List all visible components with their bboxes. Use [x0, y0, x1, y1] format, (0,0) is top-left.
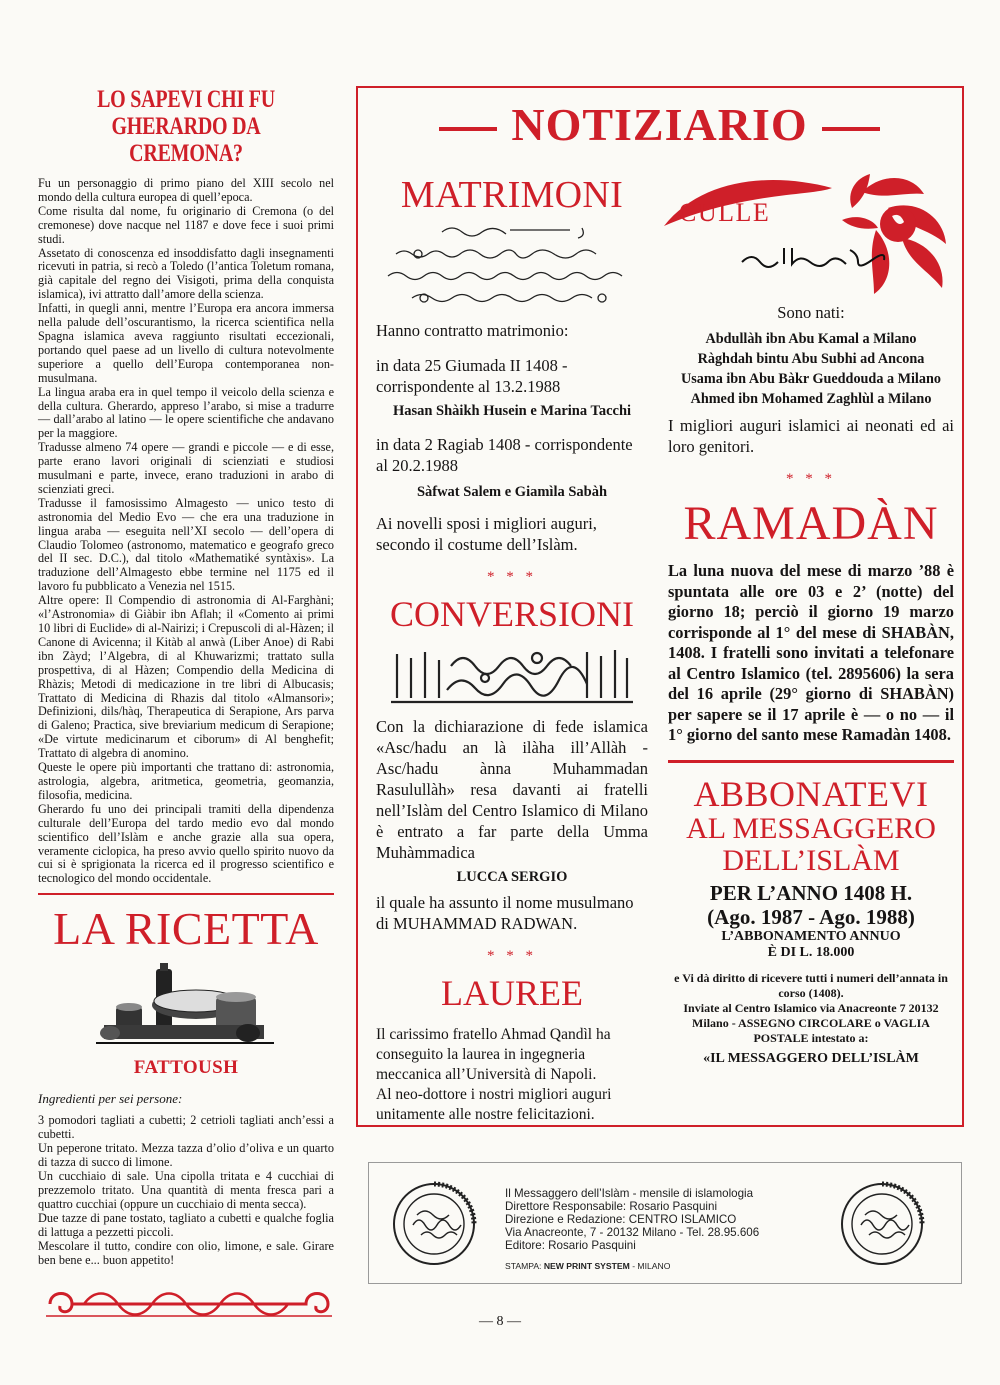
ramadan-title: RAMADÀN — [683, 497, 939, 550]
printer-label: STAMPA: — [505, 1261, 542, 1271]
notiziario-box — [356, 86, 964, 1127]
culle-header — [668, 176, 954, 304]
printer-credit — [505, 1261, 670, 1271]
masthead-line: Direttore Responsabile: Rosario Pasquini — [505, 1200, 718, 1213]
subscription-period: (Ago. 1987 - Ago. 1988) — [707, 904, 915, 929]
masthead-text — [505, 1187, 759, 1252]
centro-islamico-seal-icon — [391, 1181, 477, 1267]
flower-icon — [662, 168, 954, 296]
article-paragraph: Tradusse il famosissimo Almagesto — unico testo di astronomia del Medio Evo — che era una traduzione in lingua araba — eseguita nell’XI secolo — dell’opera di Claudio Tolomeo (astronomo, matematico e geografo greco del II sec. D.C.), dal titolo «Mathematiké syntàxis». La traduzione dell’Almagesto ebbe termine nel 1175 ed il lavoro fu pubblicato a Venezia nel 1515. — [38, 495, 334, 594]
subscription-benefit: e Vi dà diritto di ricevere tutti i numeri dell’annata in corso (1408). — [674, 970, 948, 1000]
recipe-paragraph: 3 pomodori tagliati a cubetti; 2 cetrioli tagliati anch’essi a cubetti. — [38, 1112, 334, 1141]
birth-entry: Usama ibn Abu Bàkr Gueddouda a Milano — [681, 371, 941, 387]
notiziario-left-column — [376, 176, 648, 1125]
printer-city: - MILANO — [632, 1261, 671, 1271]
matrimoni-date-2: in data 2 Ragiab 1408 - corrispondente al 20.2.1988 — [376, 435, 633, 475]
section-stars: * * * — [487, 569, 537, 585]
article-paragraph: Altre opere: Il Compendio di astronomia di Al-Farghàni; «l’Astronomia» di Giàbir ibn Aflah; il «Comento ai primi 10 libri di Euclide» di al-Nairizi; i Crepuscoli di al-Hàzen; il Canone di Avicenna; il Kitàb al anwà (Liber Anoe) di Rabi ibn Zàyd; l’Algebra, di al Khuwarizmi; trattato sulla prospettiva, di al Hàzen; Compendio della Medicina di Rhàzis; Metodi di medicazione in tre libri di Albucasis; Trattato di Medicina di Rhazis dal titolo «Almansori»; Definizioni, dils/hàq, Therapeutica di Serapione, Ars parva di Galeno; Practica, sive breviarium medicum di Serapione; «De virtute medicinarum et ciborum» di Al benghefit; Trattato di algebra di anomino. — [38, 593, 334, 761]
convert-name: LUCCA SERGIO — [456, 869, 568, 885]
article-paragraph: Queste le opere più importanti che trattano di: astronomia, astrologia, algebra, aritmetica, geometria, geomanzia, filosofia, medicina. — [38, 760, 334, 802]
article-paragraph: La lingua araba era in quel tempo il veicolo della scienza e della cultura. Gherardo, appreso l’arabo, si mise a tradurre — dall’arabo al latino — le opere scientifiche che andavano per la maggiore. — [38, 384, 334, 441]
subscription-instructions: Inviate al Centro Islamico via Anacreonte 7 20132 Milano - ASSEGNO CIRCOLARE o VAGLIA POSTALE intestato a: — [683, 1000, 939, 1045]
birth-entry: Ràghdah bintu Abu Subhi ad Ancona — [697, 351, 925, 367]
masthead-box — [368, 1162, 962, 1284]
shahada-calligraphy-image — [387, 638, 637, 708]
ingredients-intro: Ingredienti per sei persone: — [38, 1090, 183, 1106]
notiziario-header — [358, 98, 961, 151]
ramadan-text: La luna nuova del mese di marzo ’88 è spuntata alle ore 03 e 2’ (notte) del giorno 18; perciò il giorno 19 marzo corrisponde al 1° del mese di SHABÀN, 1408. I fratelli sono invitati a telefonare al Centro Islamico (tel. 2895606) la sera del 16 aprile (29° giorno di SHABÀN) per sapere se il 17 aprile è — o no — il 1° giorno del santo mese Ramadàn 1408. — [668, 561, 954, 744]
matrimoni-date-1: in data 25 Giumada II 1408 - corrispondente al 13.2.1988 — [376, 356, 568, 396]
abbonatevi-block — [668, 775, 954, 877]
abbonatevi-subtitle: AL MESSAGGERO — [686, 811, 936, 845]
subscription-details — [668, 881, 954, 1068]
subscription-price: È DI L. 18.000 — [767, 944, 855, 960]
header-dash-right — [822, 127, 880, 131]
section-stars: * * * — [786, 471, 836, 487]
recipe-paragraph: Mescolare il tutto, condire con olio, limone, e sale. Girare ben bene e... buon appetito! — [38, 1238, 334, 1267]
gherardo-article-title — [68, 86, 305, 167]
article-paragraph: Gherardo fu uno dei principali tramiti della dipendenza culturale dell’Europa del tardo medio evo dal mondo scientifico dell’Islàm e anche grazie alla sua opera, veramente ciclopica, ha preso avvio quello spirito nuovo da cui si è sprigionata la ricerca ed il progresso scientifico e tecnologico del mondo occidentale. — [38, 801, 334, 886]
conversioni-title: CONVERSIONI — [389, 594, 634, 634]
matrimoni-intro: Hanno contratto matrimonio: — [376, 321, 569, 340]
recipe-name: FATTOUSH — [133, 1056, 239, 1078]
recipe-paragraph: Due tazze di pane tostato, tagliato a cubetti e qualche foglia di lattuga a pezzetti piccoli. — [38, 1210, 334, 1239]
abbonatevi-title: ABBONATEVI — [693, 773, 929, 814]
masthead-line: Editore: Rosario Pasquini — [505, 1239, 636, 1252]
subscription-payee: «IL MESSAGGERO DELL’ISLÀM — [703, 1050, 919, 1066]
gherardo-title-line-1: LO SAPEVI CHI FU — [97, 86, 275, 113]
article-paragraph: Come risulta dal nome, fu originario di Cremona (o del cremonese) dove nacque nel 1187 e dove fece i suoi primi studi. — [38, 203, 334, 246]
matrimoni-wishes: Ai novelli sposi i migliori auguri, secondo il costume dell’Islàm. — [376, 514, 597, 554]
masthead-line: Via Anacreonte, 7 - 20132 Milano - Tel. 28.95.606 — [505, 1226, 760, 1239]
culle-title: CULLE — [679, 198, 771, 227]
header-dash-left — [439, 127, 497, 131]
birth-entry: Ahmed ibn Mohamed Zaghlùl a Milano — [690, 391, 932, 407]
lauree-text: Il carissimo fratello Ahmad Qandìl ha conseguito la laurea in ingegneria meccanica all’Università di Napoli. — [376, 1026, 611, 1083]
kitchen-illustration — [96, 961, 276, 1051]
lauree-title: LAUREE — [441, 973, 583, 1013]
section-divider — [38, 893, 334, 895]
section-stars: * * * — [487, 948, 537, 964]
birth-entry: Abdullàh ibn Abu Kamal a Milano — [705, 331, 917, 347]
matrimoni-couple-2: Sàfwat Salem e Giamìla Sabàh — [416, 484, 608, 500]
masthead-line: Il Messaggero dell’Islàm - mensile di islamologia — [505, 1187, 754, 1200]
recipe-paragraph: Un cucchiaio di sale. Una cipolla tritata e 4 cucchiai di prezzemolo tritato. Una quantità di menta fresca pari a quattro cucchiai (oppure un cucchiaio di menta secca). — [38, 1168, 334, 1211]
gherardo-title-line-2: GHERARDO DA CREMONA? — [111, 113, 261, 167]
culle-intro: Sono nati: — [777, 303, 845, 322]
page-number: — 8 — — [479, 1314, 521, 1329]
masthead-line: Direzione e Redazione: CENTRO ISLAMICO — [505, 1213, 737, 1226]
article-paragraph: Fu un personaggio di primo piano del XIII secolo nel mondo della cultura europea di quell’epoca. — [38, 176, 334, 204]
article-paragraph: Tradusse almeno 74 opere — grandi e piccole — e di esse, parte erano lavori originali di scienziati e studiosi musulmani e parte, invece, erano traduzioni in arabo di scienziati greci. — [38, 440, 334, 496]
ricetta-title: LA RICETTA — [53, 902, 319, 954]
section-divider — [668, 760, 954, 763]
printer-name: NEW PRINT SYSTEM — [543, 1261, 630, 1271]
abbonatevi-subtitle-2: DELL’ISLÀM — [722, 843, 900, 877]
article-paragraph: Infatti, in quegli anni, mentre l’Europa era ancora immersa nella palude dell’oscurantismo, la ricerca scientifica nella Spagna islamica aveva raggiunto risultati eccezionali, portando quel paese ad un livello di cultura notevolmente superiore a quello dell’Europa contemporanea non-musulmana. — [38, 301, 334, 385]
subscription-year: PER L’ANNO 1408 H. — [709, 880, 913, 905]
conversioni-new-name: il quale ha assunto il nome musulmano di MUHAMMAD RADWAN. — [376, 893, 634, 933]
culle-wishes: I migliori auguri islamici ai neonati ed ai loro genitori. — [668, 416, 954, 456]
conversioni-text: Con la dichiarazione di fede islamica «Asc/hadu an là ilàha ill’Allàh - Asc/hadu ànna Muhammadan Rasulullàh» resa davanti ai fratelli nell’Islàm del Centro Islamico di Milano è entrato a far parte della Umma Muhàmmadica — [376, 717, 648, 862]
births-list — [668, 329, 954, 409]
basmala-calligraphy-image — [738, 242, 888, 272]
recipe-body — [38, 1113, 334, 1267]
lauree-wishes: Al neo-dottore i nostri migliori auguri unitamente alle nostre felicitazioni. — [376, 1086, 612, 1123]
article-paragraph: Assetato di conoscenza ed insoddisfatto dagli insegnamenti ricevuti in patria, si recò a Toledo (l’antica Toletum romana, già capitale del regno dei Visigoti, prima della conquista islamica), ivi attratto dall’amore della scienza. — [38, 245, 334, 302]
recipe-paragraph: Un peperone tritato. Mezza tazza d’olio d’oliva e un quarto di tazza di succo di limone. — [38, 1140, 334, 1169]
centro-islamico-seal-icon — [839, 1181, 925, 1267]
arabic-verse-image — [382, 220, 642, 314]
notiziario-right-column — [668, 176, 954, 1068]
matrimoni-title: MATRIMONI — [400, 174, 624, 216]
gherardo-article-body — [38, 177, 334, 886]
notiziario-title: NOTIZIARIO — [511, 99, 808, 150]
subscription-price-label: L’ABBONAMENTO ANNUO — [721, 928, 901, 944]
left-column — [38, 86, 334, 1267]
matrimoni-couple-1: Hasan Shàikh Husein e Marina Tacchi — [392, 403, 632, 419]
